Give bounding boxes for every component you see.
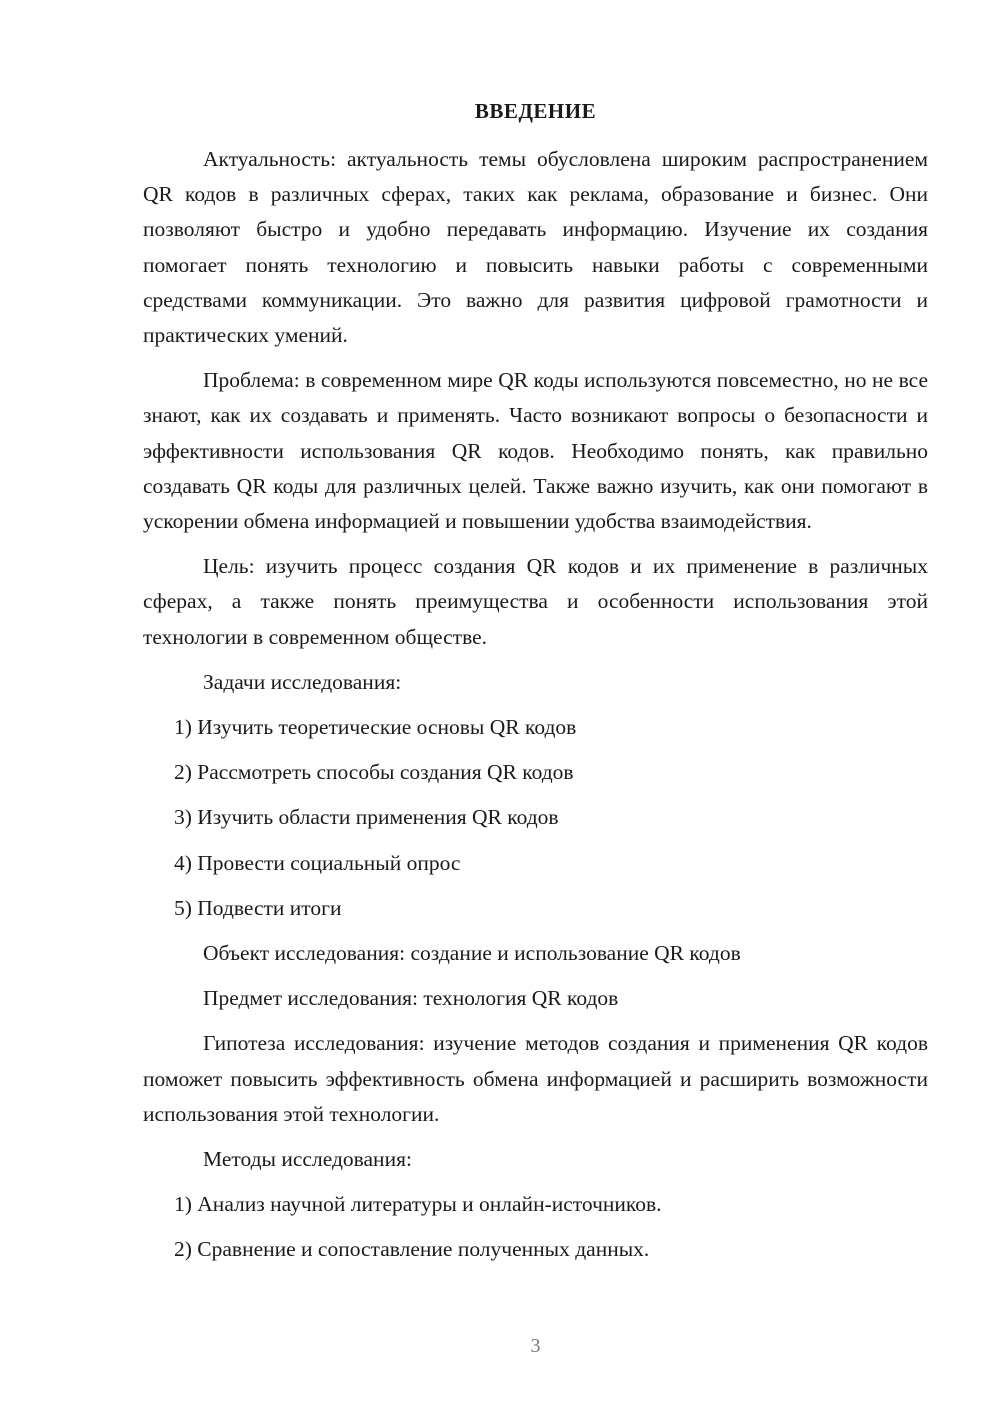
task-item-5: 5) Подвести итоги	[174, 895, 342, 920]
document-page	[143, 0, 928, 1414]
task-item-3: 3) Изучить области применения QR кодов	[174, 805, 559, 830]
research-subject: Предмет исследования: технология QR кодов	[203, 986, 619, 1011]
task-item-1: 1) Изучить теоретические основы QR кодов	[174, 715, 577, 740]
methods-heading: Методы исследования:	[203, 1147, 412, 1172]
document-body	[143, 142, 928, 1278]
research-object: Объект исследования: создание и использование QR кодов	[203, 941, 741, 966]
method-item-1: 1) Анализ научной литературы и онлайн-источников.	[174, 1192, 662, 1217]
goal-paragraph: Цель: изучить процесс создания QR кодов и их применение в различных сферах, а также понять преимущества и особенности использования этой технологии в современном обществе.	[143, 554, 928, 649]
relevance-paragraph: Актуальность: актуальность темы обусловлена широким распространением QR кодов в различных сферах, таких как реклама, образование и бизнес. Они позволяют быстро и удобно передавать информацию. Изучение их создания помогает понять технологию и повысить навыки работы с современными средствами коммуникации. Это важно для развития цифровой грамотности и практических умений.	[143, 147, 928, 348]
task-item-2: 2) Рассмотреть способы создания QR кодов	[174, 760, 574, 785]
task-item-4: 4) Провести социальный опрос	[174, 850, 461, 875]
hypothesis-paragraph: Гипотеза исследования: изучение методов создания и применения QR кодов поможет повысить эффективность обмена информацией и расширить возможности использования этой технологии.	[143, 1031, 928, 1126]
problem-paragraph: Проблема: в современном мире QR коды используются повсеместно, но не все знают, как их создавать и применять. Часто возникают вопросы о безопасности и эффективности использования QR кодов. Необходимо понять, как правильно создавать QR коды для различных целей. Также важно изучить, как они помогают в ускорении обмена информацией и повышении удобства взаимодействия.	[143, 368, 928, 534]
section-title: ВВЕДЕНИЕ	[474, 99, 597, 123]
page-number: 3	[530, 1335, 541, 1357]
tasks-heading: Задачи исследования:	[203, 669, 402, 694]
method-item-2: 2) Сравнение и сопоставление полученных данных.	[174, 1237, 650, 1262]
